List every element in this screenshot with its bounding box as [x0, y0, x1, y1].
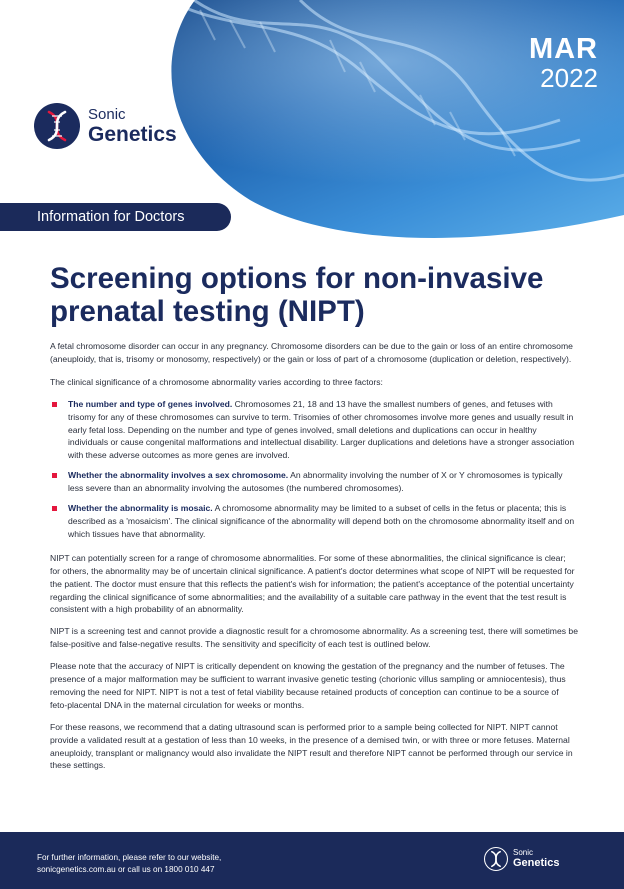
- bullet-text: A chromosome abnormality may be limited to a subset of cells in the fetus or placenta; this is described as a 'mosaicism'. The clinical significance of the abnormality will depend both on the chromosome abnormality itself and on which tissues have that abnormality.: [68, 503, 575, 539]
- list-item: [52, 398, 578, 463]
- body-paragraph: For these reasons, we recommend that a dating ultrasound scan is performed prior to a sample being collected for NIPT. NIPT cannot provide a validated result at a gestation of less than 10 weeks, in the presence of a demised twin, or with three or more fetuses. Maternal aneuploidy, transplant or malignancy would also invalidate the NIPT result and therefore NIPT cannot be performed through our service in these settings.: [50, 721, 573, 771]
- date-month: MAR: [528, 33, 598, 65]
- bullet-text: An abnormality involving the number of X or Y chromosomes is typically less severe than an abnormality involving the autosomes (the numbered chromosomes).: [68, 470, 563, 494]
- intro-paragraph: A fetal chromosome disorder can occur in any pregnancy. Chromosome disorders can be due to the gain or loss of an entire chromosome (aneuploidy, that is, trisomy or monosomy, respectively) or the gain or loss of part of a chromosome (duplication or deletion, respectively).: [50, 341, 573, 364]
- logo-sonic-text: Sonic: [88, 106, 126, 123]
- body-paragraph: NIPT is a screening test and cannot provide a diagnostic result for a chromosome abnormality. As a screening test, there will sometimes be false-positive and false-negative results. The sensitivity and specificity of each test is outlined below.: [50, 626, 578, 650]
- sonic-genetics-logo: [34, 103, 177, 149]
- list-item: [52, 469, 578, 495]
- bullet-lead: Whether the abnormality is mosaic.: [68, 503, 213, 514]
- red-square-bullet-icon: [52, 473, 57, 478]
- body-paragraph: Please note that the accuracy of NIPT is critically dependent on knowing the gestation of the pregnancy and the number of fetuses. The presence of a major malformation may be sufficient to warrant invasive genetic testing (chorionic villus sampling or amniocentesis), thus removing the need for NIPT. NIPT is not a test of fetal viability because retained products of conception can continue to be a source of feto-placental DNA in the maternal circulation for weeks or months.: [50, 661, 566, 710]
- footer-contact: [37, 852, 221, 875]
- footer-line-2: sonicgenetics.com.au or call us on 1800 010 447: [37, 864, 215, 874]
- footer-logo-genetics: Genetics: [513, 857, 560, 869]
- red-square-bullet-icon: [52, 506, 57, 511]
- factors-intro: The clinical significance of a chromosome abnormality varies according to three factors:: [50, 376, 383, 387]
- footer-logo-sonic: Sonic: [513, 848, 534, 857]
- body-paragraph: NIPT can potentially screen for a range of chromosome abnormalities. For some of these abnormalities, the clinical significance is clear; for others, the abnormality may be of uncertain clinical significance. A patient's doctor determines what scope of NIPT will be requested for the patient. The doctor must ensure that this reflects the patient's wish for information; the patient's acceptance of the potential uncertainty regarding the clinical significance of some abnormalities; and the availability of a suitable care pathway in the event that the test result is consistent with a high probability of an abnormality.: [50, 552, 575, 615]
- factors-list: [52, 398, 578, 541]
- list-item: [52, 502, 578, 541]
- footer-line-1: For further information, please refer to our website,: [37, 853, 222, 862]
- dna-helix-logo-icon: [484, 847, 508, 871]
- audience-banner: Information for Doctors: [0, 203, 231, 231]
- issue-date: [529, 34, 598, 92]
- date-year: 2022: [540, 63, 598, 93]
- bullet-text: Chromosomes 21, 18 and 13 have the smallest numbers of genes, and fetuses with trisomy for any of these chromosomes can survive to term. Trisomies of other chromosomes involve more genes and usually result in early fetal loss. Depending on the number and type of genes involved, small deletions and duplications can occur in healthy individuals or cause congenital malformations and intellectual disability. Larger duplications and deletions have a stronger association with these adverse outcomes as more genes are involved.: [68, 398, 575, 461]
- footer-logo: [484, 847, 559, 871]
- main-content: [50, 262, 578, 781]
- bullet-lead: The number and type of genes involved.: [68, 398, 233, 409]
- page-title: Screening options for non-invasive prenatal testing (NIPT): [50, 262, 544, 328]
- bullet-lead: Whether the abnormality involves a sex chromosome.: [68, 470, 289, 481]
- page-footer: [0, 832, 624, 889]
- page-header: [0, 0, 624, 245]
- logo-genetics-text: Genetics: [88, 123, 177, 146]
- dna-helix-logo-icon: [34, 103, 80, 149]
- red-square-bullet-icon: [52, 402, 57, 407]
